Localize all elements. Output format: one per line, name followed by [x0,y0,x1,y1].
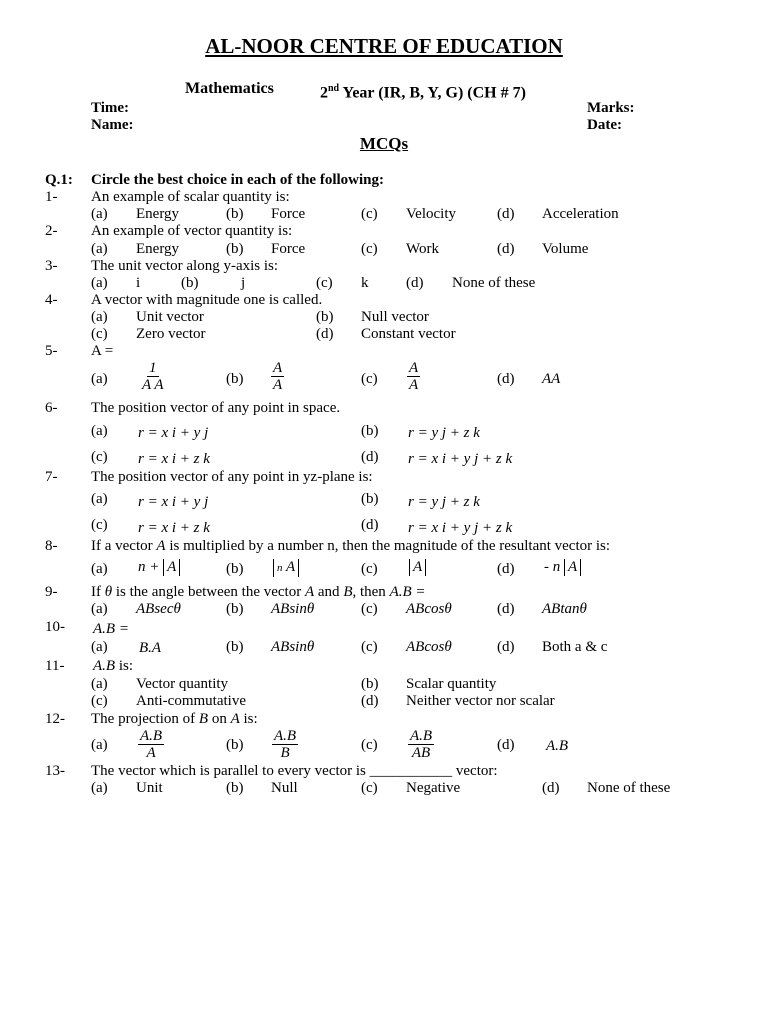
class-label: 2nd Year (IR, B, Y, G) (CH # 7) [320,83,526,102]
question-text: The unit vector along y-axis is: [91,258,279,274]
option-c[interactable]: r = x i + z k [138,520,210,536]
option-a[interactable]: $\frac{A.B}{A}$ [140,728,163,761]
question-text: The vector which is parallel to every vector is ___________ vector: [91,763,498,779]
option-c[interactable]: ABcosθ [406,639,452,655]
option-a[interactable]: $\frac{1}{\text{A A}}$ [142,360,164,393]
option-c[interactable]: A [409,559,426,576]
option-label-b: (b) [361,491,379,507]
option-label-b: (b) [226,737,244,753]
option-label-b: (b) [226,561,244,577]
option-label-d: (d) [361,517,379,533]
option-c[interactable]: $\frac{A.B}{AB}$ [410,728,433,761]
option-a[interactable]: Unit [136,780,163,796]
option-a[interactable]: Energy [136,241,180,257]
question-number: 7- [45,469,58,485]
option-c[interactable]: $\frac{A}{A}$ [409,360,419,393]
option-b[interactable]: ABsinθ [271,601,315,617]
option-label-a: (a) [91,676,108,692]
section-heading: MCQs [359,134,409,153]
option-b[interactable]: Null [271,780,298,796]
option-c[interactable]: r = x i + z k [138,451,210,467]
option-b[interactable]: $\frac{A.B}{B}$ [274,728,297,761]
option-label-d: (d) [497,371,515,387]
option-c[interactable]: ABcosθ [406,601,452,617]
option-b[interactable]: n A [273,559,299,577]
option-d[interactable]: Volume [542,241,589,257]
option-a[interactable]: B.A [139,640,162,656]
option-a[interactable]: i [136,275,141,291]
option-label-d: (d) [497,601,515,617]
time-label: Time: [91,100,130,116]
option-d[interactable]: Acceleration [542,206,619,222]
option-b[interactable]: ABsinθ [271,639,315,655]
question-text: If θ is the angle between the vector A and B, then A.B = [91,584,426,600]
subject-label: Mathematics [185,80,274,97]
question-number: 12- [45,711,65,727]
option-d[interactable]: r = x i + y j + z k [408,451,513,467]
option-d[interactable]: Both a & c [542,639,608,655]
option-label-d: (d) [497,737,515,753]
question-text: A = [91,343,114,359]
option-label-c: (c) [361,737,378,753]
option-label-b: (b) [226,601,244,617]
question-text: A.B = [93,621,129,637]
option-d[interactable]: A.B [546,738,569,754]
name-label: Name: [91,117,134,133]
option-label-c: (c) [361,639,378,655]
option-label-d: (d) [542,780,560,796]
option-d[interactable]: ABtanθ [542,601,587,617]
option-label-a: (a) [91,241,108,257]
option-label-b: (b) [226,206,244,222]
option-label-a: (a) [91,275,108,291]
question-text: A.B is: [93,658,134,674]
option-label-d: (d) [361,693,379,709]
option-d[interactable]: Neither vector nor scalar [406,693,555,709]
question-number: 2- [45,223,58,239]
option-label-a: (a) [91,206,108,222]
option-c[interactable]: Velocity [406,206,456,222]
option-a[interactable]: ABsecθ [136,601,181,617]
option-label-a: (a) [91,639,108,655]
date-label: Date: [587,117,622,133]
option-label-a: (a) [91,423,108,439]
option-b[interactable]: r = y j + z k [408,494,480,510]
option-label-d: (d) [361,449,379,465]
question-number: 8- [45,538,58,554]
option-label-a: (a) [91,371,108,387]
option-d[interactable]: - n A [544,559,581,576]
option-a[interactable]: n + A [138,559,180,576]
option-label-d: (d) [497,639,515,655]
option-label-a: (a) [91,491,108,507]
option-b[interactable]: Scalar quantity [406,676,497,692]
option-b[interactable]: r = y j + z k [408,425,480,441]
question-number: 3- [45,258,58,274]
option-d[interactable]: None of these [587,780,671,796]
option-label-c: (c) [361,241,378,257]
option-label-b: (b) [226,371,244,387]
option-label-d: (d) [497,561,515,577]
option-a[interactable]: Vector quantity [136,676,229,692]
option-c[interactable]: Zero vector [136,326,206,342]
option-label-c: (c) [91,326,108,342]
question-text: An example of vector quantity is: [91,223,293,239]
option-a[interactable]: Energy [136,206,180,222]
option-d[interactable]: AA [542,371,561,387]
marks-label: Marks: [587,100,635,116]
option-b[interactable]: j [241,275,246,291]
option-label-c: (c) [316,275,333,291]
page-title: AL-NOOR CENTRE OF EDUCATION [205,34,563,58]
question-number: 10- [45,619,65,635]
option-d[interactable]: Constant vector [361,326,456,342]
question-text: A vector with magnitude one is called. [91,292,323,308]
option-d[interactable]: r = x i + y j + z k [408,520,513,536]
question-text: The projection of B on A is: [91,711,258,727]
option-label-a: (a) [91,561,108,577]
option-a[interactable]: r = x i + y j [138,494,209,510]
option-label-c: (c) [91,449,108,465]
question-text: The position vector of any point in yz-plane is: [91,469,373,485]
option-b[interactable]: Null vector [361,309,429,325]
option-label-c: (c) [91,693,108,709]
question-number: 5- [45,343,58,359]
option-label-a: (a) [91,309,108,325]
question-text: The position vector of any point in space. [91,400,341,416]
option-label-b: (b) [361,423,379,439]
question-number: 4- [45,292,58,308]
question-number: 13- [45,763,65,779]
option-label-c: (c) [361,561,378,577]
option-c[interactable]: Negative [406,780,461,796]
option-label-b: (b) [226,241,244,257]
option-c[interactable]: Anti-commutative [136,693,246,709]
option-a[interactable]: Unit vector [136,309,204,325]
question-number: 11- [45,658,65,674]
option-label-b: (b) [316,309,334,325]
option-label-c: (c) [361,206,378,222]
question-number: 6- [45,400,58,416]
option-b[interactable]: Force [271,241,306,257]
q1-number: Q.1: [45,172,73,188]
option-label-c: (c) [91,517,108,533]
option-label-b: (b) [361,676,379,692]
option-label-a: (a) [91,780,108,796]
option-label-a: (a) [91,737,108,753]
option-label-b: (b) [181,275,199,291]
option-c[interactable]: Work [406,241,439,257]
question-number: 9- [45,584,58,600]
question-text: If a vector A is multiplied by a number n, then the magnitude of the resultant vector is: [91,538,611,554]
option-label-d: (d) [316,326,334,342]
option-b[interactable]: Force [271,206,306,222]
option-label-d: (d) [497,241,515,257]
option-c[interactable]: k [361,275,369,291]
option-label-b: (b) [226,780,244,796]
option-a[interactable]: r = x i + y j [138,425,209,441]
option-d[interactable]: None of these [452,275,536,291]
q1-instruction: Circle the best choice in each of the following: [91,172,385,188]
question-number: 1- [45,189,58,205]
question-text: An example of scalar quantity is: [91,189,290,205]
option-label-c: (c) [361,780,378,796]
option-label-c: (c) [361,601,378,617]
option-label-b: (b) [226,639,244,655]
option-b[interactable]: $\frac{A}{A}$ [273,360,283,393]
option-label-c: (c) [361,371,378,387]
option-label-d: (d) [497,206,515,222]
option-label-d: (d) [406,275,424,291]
option-label-a: (a) [91,601,108,617]
